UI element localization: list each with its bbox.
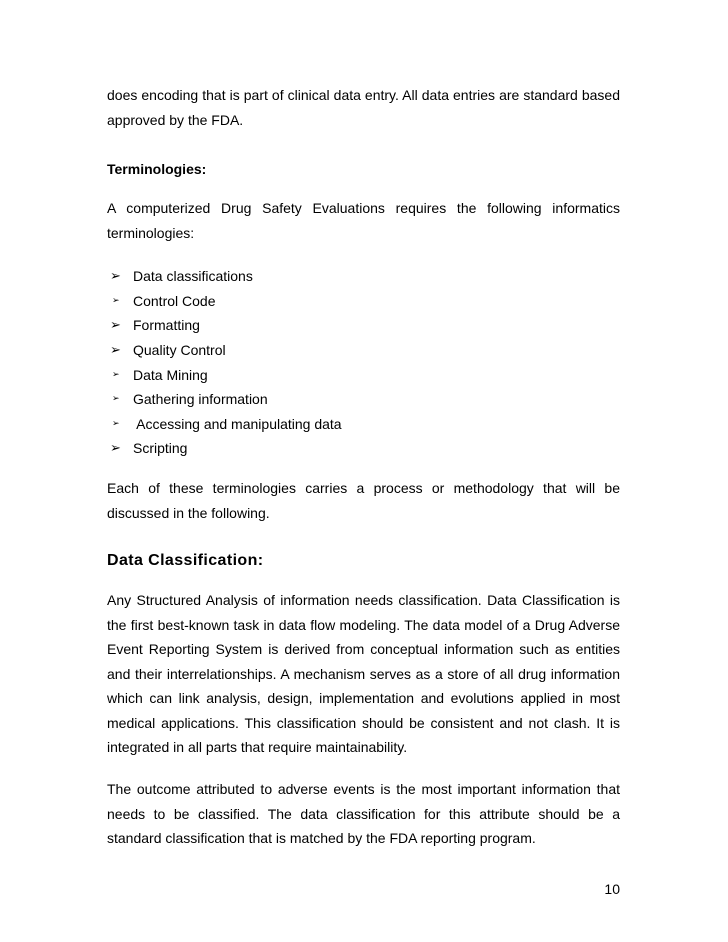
list-item <box>110 362 342 387</box>
list-item-label: Gathering information <box>133 391 268 408</box>
arrow-bullet-icon: ➢ <box>110 342 121 358</box>
terminologies-heading: Terminologies: <box>107 161 207 177</box>
list-item-label: Control Code <box>133 292 216 309</box>
intro-paragraph: does encoding that is part of clinical data entry. All data entries are standard based approved by the FDA. <box>107 87 620 128</box>
each-terminology-paragraph: Each of these terminologies carries a process or methodology that will be discussed in the following. <box>107 480 620 521</box>
arrow-bullet-icon: ➢ <box>112 295 120 306</box>
classification-paragraph-1: Any Structured Analysis of information needs classification. Data Classification is the first best-known task in data flow modeling. The data model of a Drug Adverse Event Reporting System is derived from conceptual information such as entities and their interrelationships. A mechanism serves as a store of all drug information which can link analysis, design, implementation and evolutions applied in most medical applications. This classification should be consistent and not clash. It is integrated in all parts that require maintainability. <box>107 592 620 755</box>
list-item <box>110 412 342 437</box>
list-item <box>110 387 342 412</box>
list-item <box>110 289 342 314</box>
arrow-bullet-icon: ➢ <box>112 418 120 429</box>
classification-paragraph-2: The outcome attributed to adverse events is the most important information that needs to be classified. The data classification for this attribute should be a standard classification that is matched by the FDA reporting program. <box>107 781 620 846</box>
list-item-label: Accessing and manipulating data <box>133 415 342 432</box>
terminologies-list <box>110 264 342 461</box>
arrow-bullet-icon: ➢ <box>110 440 121 456</box>
terminologies-paragraph: A computerized Drug Safety Evaluations requires the following informatics terminologies: <box>107 200 620 241</box>
list-item-label: Formatting <box>133 317 200 334</box>
list-item-label: Data Mining <box>133 366 208 383</box>
list-item-label: Data classifications <box>133 268 253 285</box>
list-item-label: Scripting <box>133 440 188 457</box>
list-item <box>110 313 342 338</box>
data-classification-heading: Data Classification: <box>107 552 264 569</box>
list-item <box>110 338 342 363</box>
arrow-bullet-icon: ➢ <box>110 317 121 333</box>
arrow-bullet-icon: ➢ <box>112 394 120 405</box>
arrow-bullet-icon: ➢ <box>110 268 121 284</box>
list-item <box>110 264 342 289</box>
arrow-bullet-icon: ➢ <box>112 369 120 380</box>
list-item <box>110 436 342 461</box>
list-item-label: Quality Control <box>133 342 226 359</box>
page-number: 10 <box>604 881 620 897</box>
